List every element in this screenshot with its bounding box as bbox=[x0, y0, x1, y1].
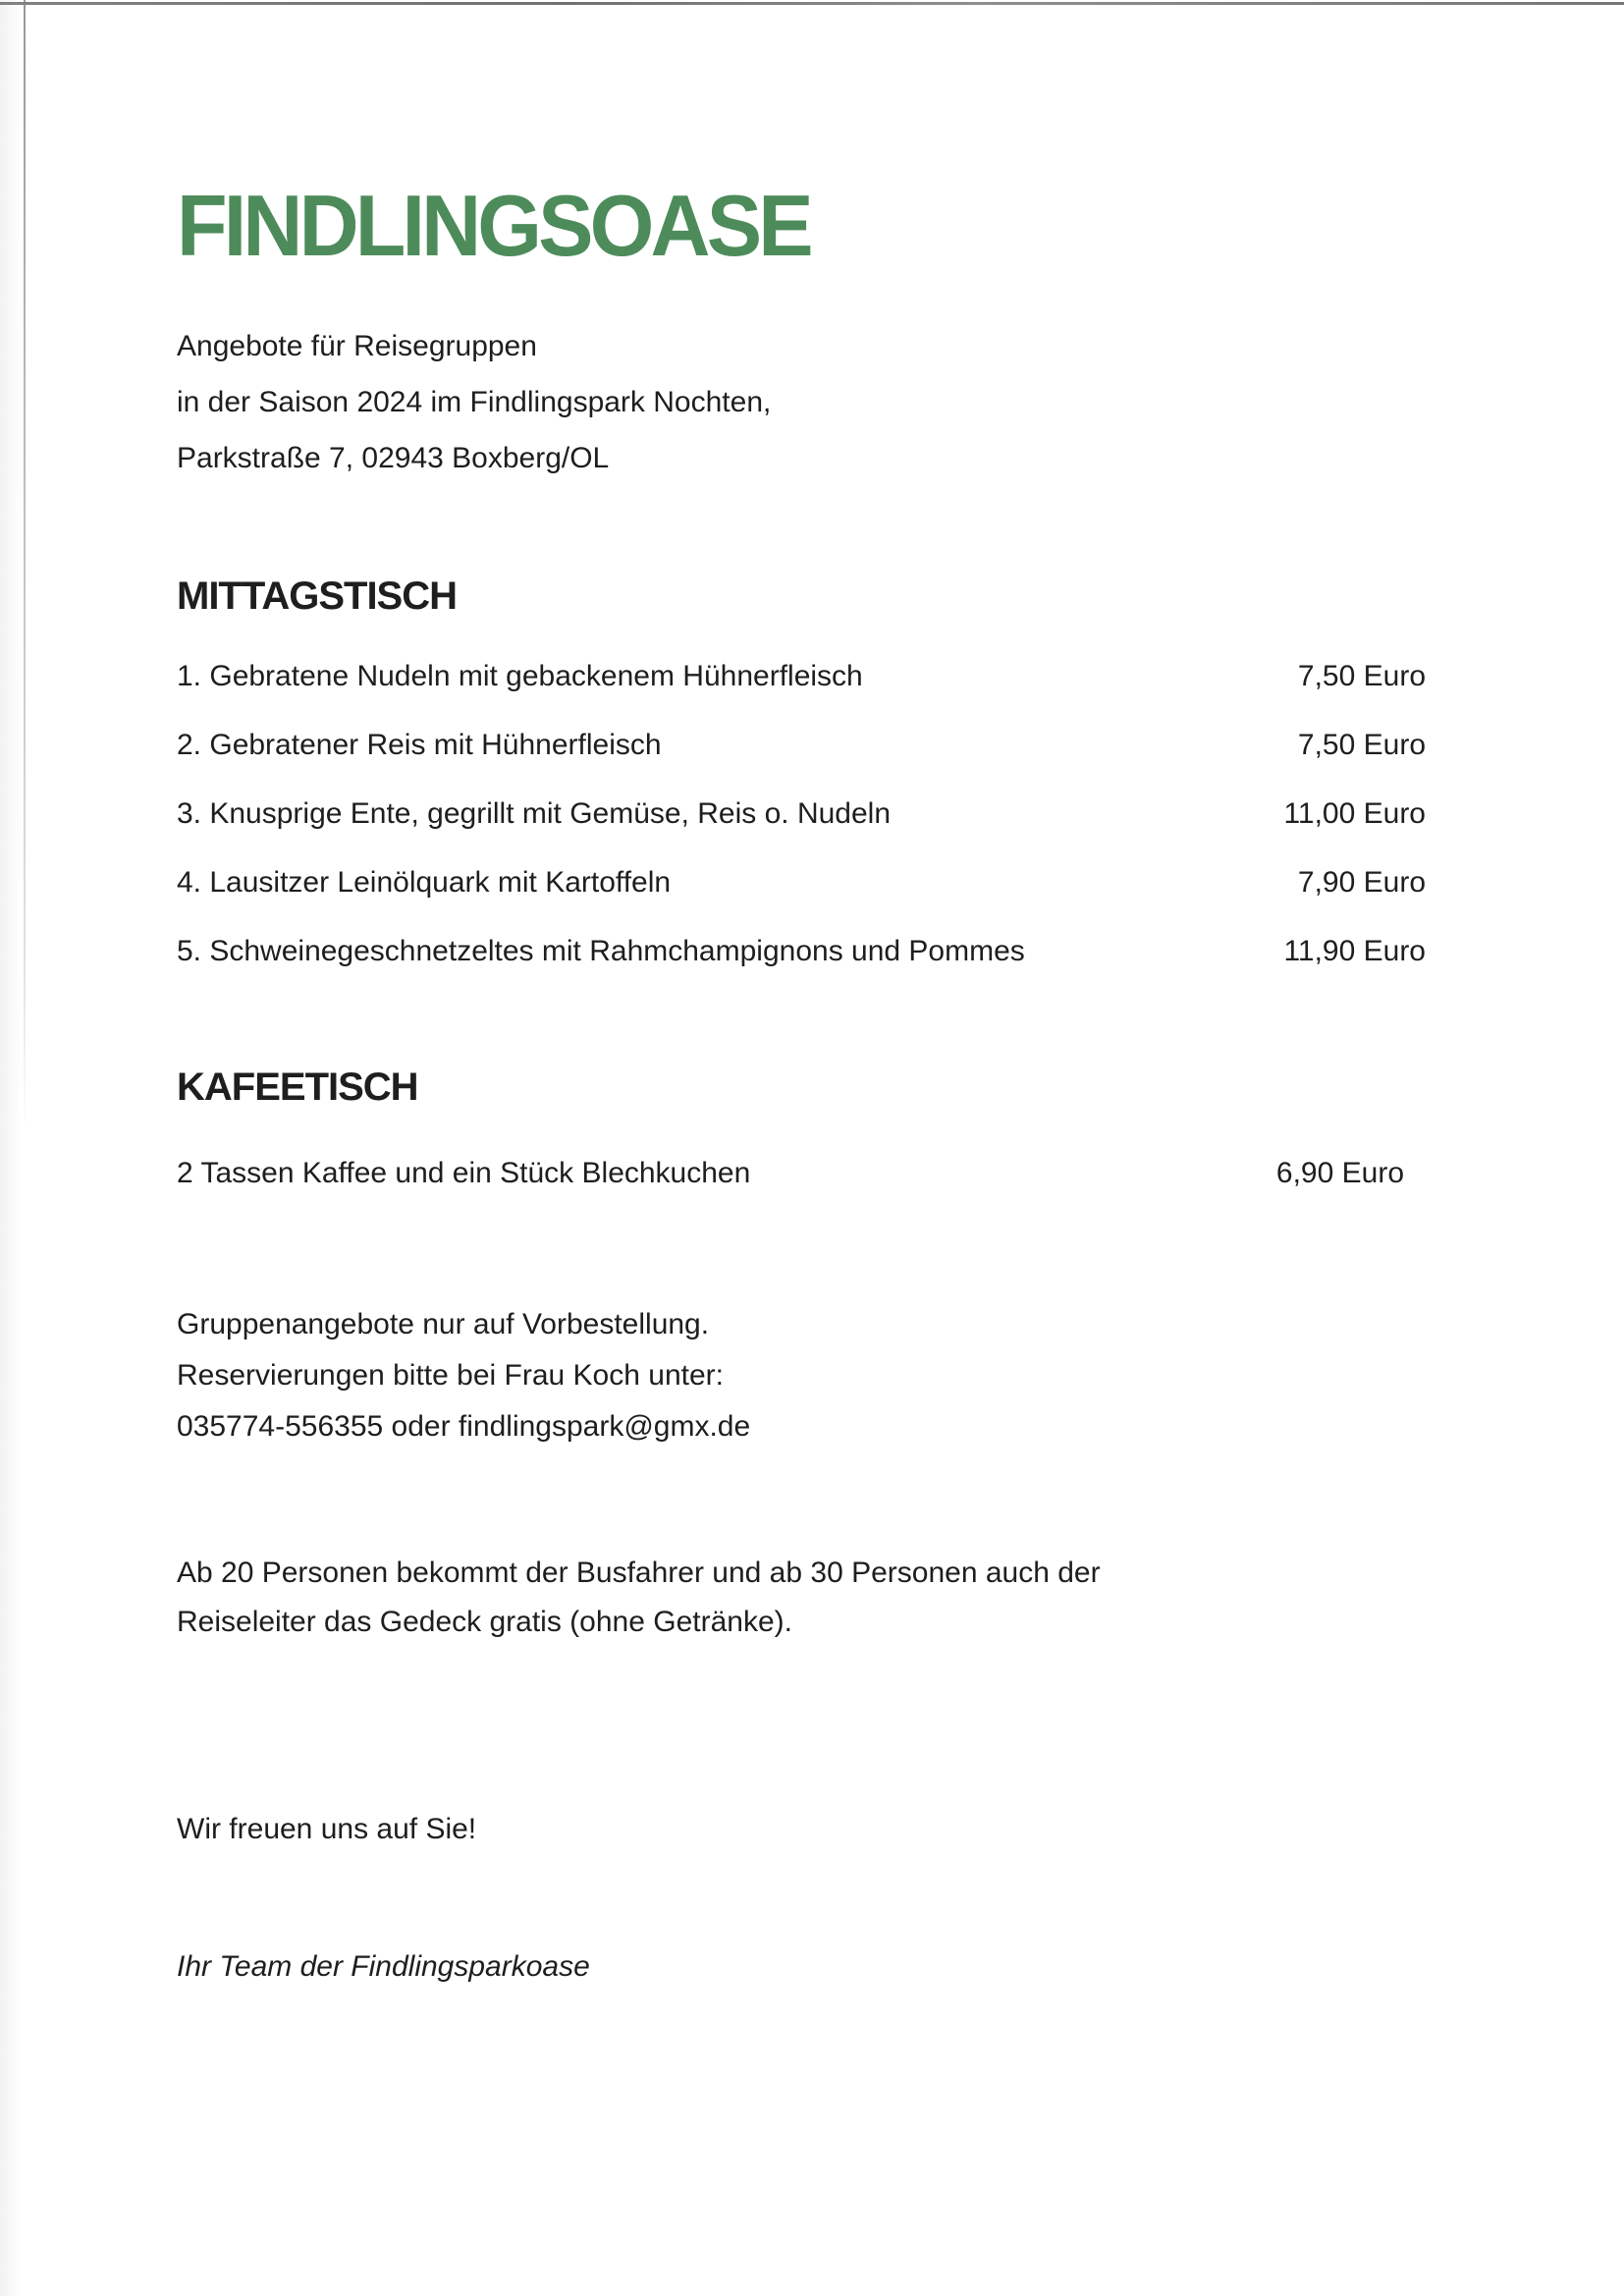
menu-row bbox=[177, 659, 1426, 694]
closing-line: Wir freuen uns auf Sie! bbox=[177, 1813, 477, 1845]
menu-item-price: 11,90 Euro bbox=[1283, 935, 1426, 967]
coffee-menu-list bbox=[177, 1156, 1426, 1191]
menu-row bbox=[177, 728, 1426, 763]
bus-driver-paragraph bbox=[177, 1549, 1426, 1647]
intro-line: Angebote für Reisegruppen bbox=[177, 330, 537, 362]
lunch-menu-list bbox=[177, 659, 1426, 969]
intro-paragraph bbox=[177, 318, 1426, 486]
menu-item-label: 2 Tassen Kaffee und ein Stück Blechkuchen bbox=[177, 1157, 751, 1189]
menu-item-label: 1. Gebratene Nudeln mit gebackenem Hühnerfleisch bbox=[177, 660, 863, 692]
signature-line: Ihr Team der Findlingsparkoase bbox=[177, 1950, 590, 1983]
menu-item-label: 5. Schweinegeschnetzeltes mit Rahmchampignons und Pommes bbox=[177, 935, 1025, 967]
menu-item-price: 6,90 Euro bbox=[1275, 1157, 1404, 1189]
menu-item-price: 7,90 Euro bbox=[1297, 866, 1426, 899]
section-heading-mittagstisch: MITTAGSTISCH bbox=[177, 574, 458, 618]
menu-item-label: 4. Lausitzer Leinölquark mit Kartoffeln bbox=[177, 866, 672, 899]
menu-item-label: 3. Knusprige Ente, gegrillt mit Gemüse, Reis o. Nudeln bbox=[177, 797, 892, 830]
menu-row bbox=[177, 865, 1426, 901]
menu-item-price: 7,50 Euro bbox=[1297, 660, 1426, 692]
intro-line: in der Saison 2024 im Findlingspark Nochten, bbox=[177, 386, 772, 418]
menu-item-label: 2. Gebratener Reis mit Hühnerfleisch bbox=[177, 729, 662, 761]
booking-line: Reservierungen bitte bei Frau Koch unter: bbox=[177, 1359, 724, 1392]
menu-row bbox=[177, 796, 1426, 832]
menu-item-price: 7,50 Euro bbox=[1297, 729, 1426, 761]
menu-item-price: 11,00 Euro bbox=[1283, 797, 1426, 830]
scan-edge-shade bbox=[0, 0, 22, 2296]
scan-left-edge-line bbox=[24, 0, 26, 1129]
menu-row bbox=[177, 1156, 1426, 1191]
booking-paragraph bbox=[177, 1299, 1426, 1452]
bus-driver-line: Reiseleiter das Gedeck gratis (ohne Getränke). bbox=[177, 1606, 792, 1638]
page-title: FINDLINGSOASE bbox=[177, 177, 810, 274]
section-heading-kafeetisch: KAFEETISCH bbox=[177, 1066, 418, 1109]
document-content bbox=[177, 0, 1426, 1985]
booking-line: 035774-556355 oder findlingspark@gmx.de bbox=[177, 1410, 751, 1443]
booking-line: Gruppenangebote nur auf Vorbestellung. bbox=[177, 1308, 710, 1340]
menu-row bbox=[177, 934, 1426, 969]
intro-line: Parkstraße 7, 02943 Boxberg/OL bbox=[177, 442, 610, 474]
bus-driver-line: Ab 20 Personen bekommt der Busfahrer und ab 30 Personen auch der bbox=[177, 1557, 1101, 1589]
